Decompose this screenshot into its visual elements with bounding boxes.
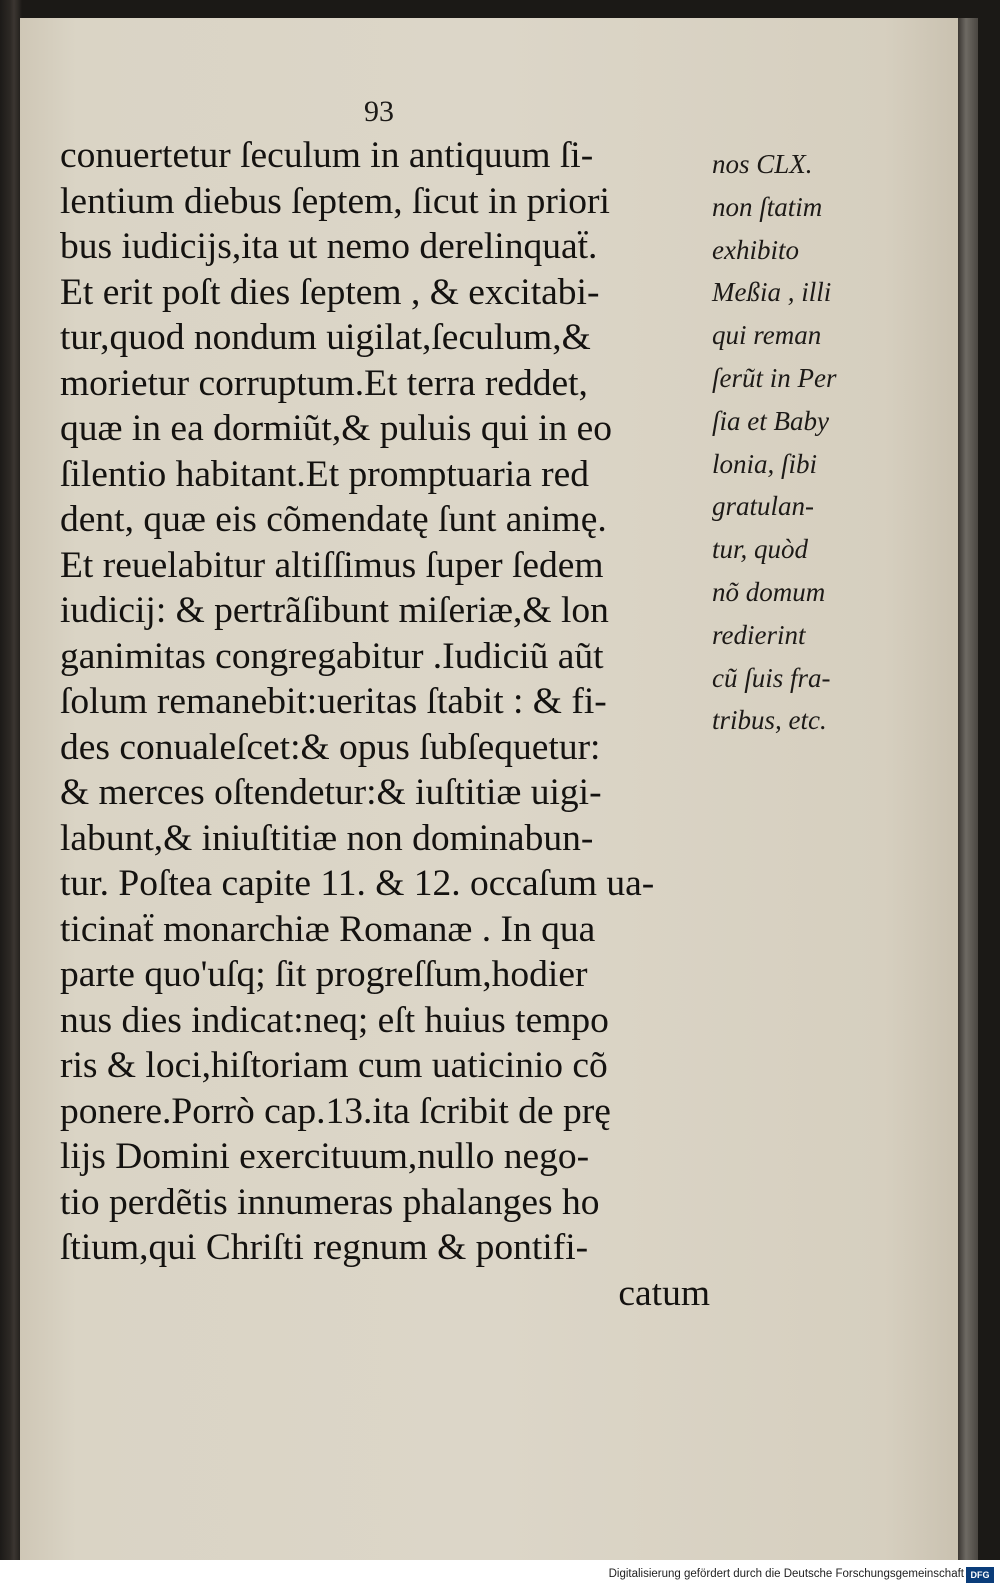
page-edge — [958, 18, 978, 1560]
text-line: conuertetur ſeculum in antiquum ſi- — [60, 135, 594, 176]
margin-line: non ſtatim — [712, 191, 823, 222]
text-line: ſolum remanebit:ueritas ſtabit : & fi- — [60, 681, 607, 722]
text-line: tur. Poſtea capite 11. & 12. occaſum ua- — [60, 863, 655, 904]
text-line: Et reuelabitur altiſſimus ſuper ſedem — [60, 544, 604, 586]
margin-line: tur, quòd — [712, 534, 809, 565]
funding-notice: Digitalisierung gefördert durch die Deutsche Forschungsgemeinschaft — [608, 1568, 964, 1580]
main-text-block — [60, 133, 710, 1316]
text-line: lentium diebus ſeptem, ſicut in priori — [60, 180, 610, 222]
text-line: & merces oſtendetur:& iuſtitiæ uigi- — [60, 772, 602, 813]
text-line: ponere.Porrò cap.13.ita ſcribit de prę — [60, 1090, 611, 1132]
footer-bar — [0, 1560, 1000, 1590]
margin-line: redierint — [712, 619, 806, 650]
margin-line: ſerũt in Per — [712, 362, 837, 393]
margin-line: tribus, etc. — [712, 705, 827, 736]
text-line: dent, quæ eis cõmendatę ſunt animę. — [60, 499, 607, 540]
text-line: tur,quod nondum uigilat,ſeculum,& — [60, 317, 591, 358]
text-line: ganimitas congregabitur .Iudiciũ aũt — [60, 635, 604, 677]
margin-line: gratulan- — [712, 491, 815, 522]
text-line: des conualeſcet:& opus ſubſequetur: — [60, 726, 601, 768]
page-number: 93 — [364, 95, 394, 128]
text-line: nus dies indicat:neq; eſt huius tempo — [60, 999, 609, 1041]
text-line: parte quo'uſq; ſit progreſſum,hodier — [60, 954, 588, 995]
text-line: quæ in ea dormiũt,& puluis qui in eo — [60, 408, 613, 449]
margin-line: qui reman — [712, 320, 822, 351]
text-line: bus iudicijs,ita ut nemo derelinquaẗ. — [60, 226, 598, 267]
text-line: ticinaẗ monarchiæ Romanæ . In qua — [60, 908, 596, 950]
margin-line: ſia et Baby — [712, 405, 829, 436]
text-line: ſilentio habitant.Et promptuaria red — [60, 453, 590, 495]
text-line: ſtium,qui Chriſti regnum & pontifi- — [60, 1227, 589, 1268]
text-line: labunt,& iniuſtitiæ non dominabun- — [60, 817, 594, 859]
marginal-note — [712, 143, 872, 742]
dfg-logo: DFG — [966, 1567, 994, 1583]
margin-line: cũ ſuis fra- — [712, 662, 831, 693]
margin-line: lonia, ſibi — [712, 448, 818, 479]
text-line: tio perdẽtis innumeras phalanges ho — [60, 1181, 600, 1223]
margin-line: Meßia , illi — [712, 277, 832, 308]
text-line: lijs Domini exercituum,nullo nego- — [60, 1136, 590, 1177]
margin-line: nos CLX. — [712, 149, 813, 179]
text-line: morietur corruptum.Et terra reddet, — [60, 362, 588, 404]
text-line: iudicij: & pertrãſibunt miſeriæ,& lon — [60, 590, 609, 631]
catchword: catum — [618, 1272, 710, 1314]
margin-line: exhibito — [712, 234, 799, 265]
text-line: ris & loci,hiſtoriam cum uaticinio cõ — [60, 1045, 608, 1086]
text-line: Et erit poſt dies ſeptem , & excitabi- — [60, 271, 600, 313]
margin-line: nõ domum — [712, 576, 826, 607]
